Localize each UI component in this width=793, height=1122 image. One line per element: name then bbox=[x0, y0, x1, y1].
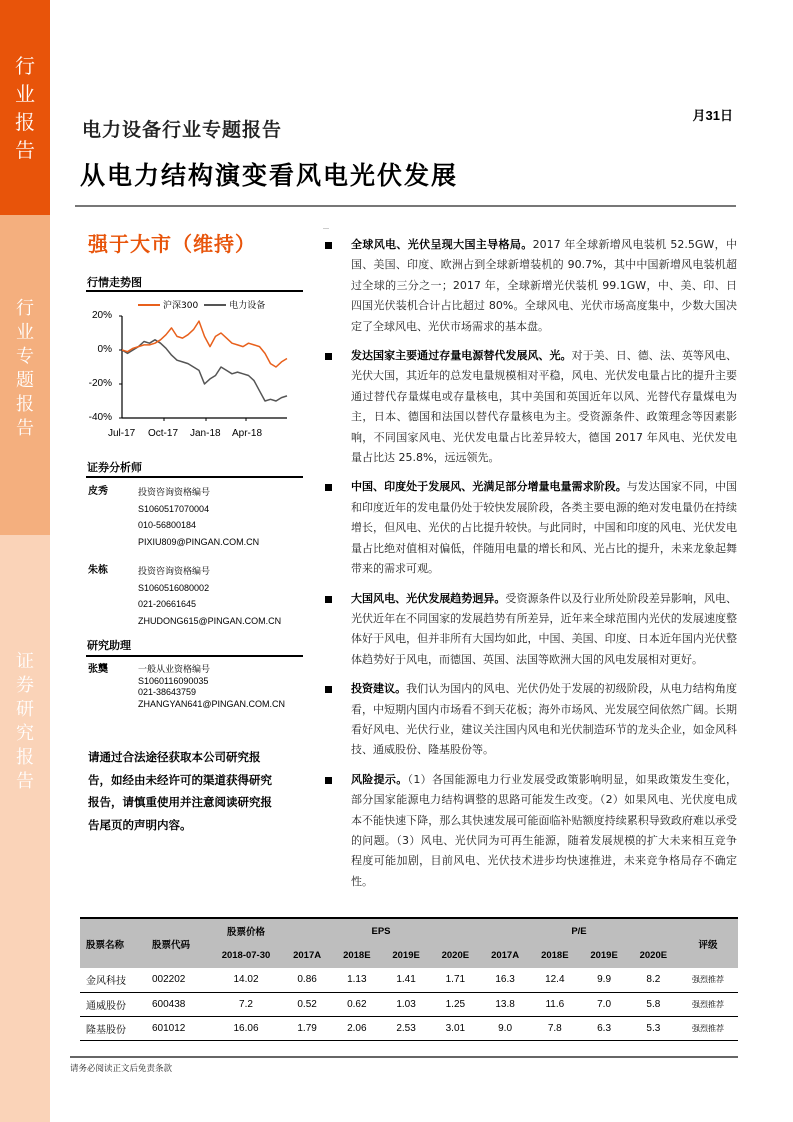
cell-pe: 7.8 bbox=[530, 1016, 579, 1040]
cell-eps: 2.53 bbox=[381, 1016, 430, 1040]
sidebar-block-securities-research bbox=[0, 535, 50, 1122]
col-header-pe-year: 2017A bbox=[480, 943, 530, 968]
email-link[interactable]: ZHUDONG615@PINGAN.COM.CN bbox=[138, 615, 282, 626]
assistants-heading: 研究助理 bbox=[87, 639, 131, 652]
y-tick: -40% bbox=[88, 412, 112, 423]
square-bullet-icon bbox=[325, 686, 332, 693]
cell-pe: 5.8 bbox=[629, 992, 678, 1016]
col-header-rating: 评级 bbox=[678, 918, 738, 968]
cell-eps: 3.01 bbox=[431, 1016, 480, 1040]
key-point-lead: 投资建议。 bbox=[351, 682, 407, 696]
cell-rating: 强烈推荐 bbox=[678, 968, 738, 992]
report-subtitle: 电力设备行业专题报告 bbox=[82, 119, 283, 141]
col-header-code: 股票代码 bbox=[148, 918, 210, 968]
key-point-lead: 发达国家主要通过存量电源替代发展风、光。 bbox=[351, 349, 572, 363]
col-header-eps-year: 2017A bbox=[282, 943, 332, 968]
analyst-info bbox=[138, 484, 259, 550]
cell-eps: 1.71 bbox=[431, 968, 480, 992]
table-row bbox=[80, 968, 738, 992]
key-point-lead: 中国、印度处于发展风、光满足部分增量电量需求阶段。 bbox=[351, 480, 627, 494]
phone: 021-20661645 bbox=[138, 599, 197, 609]
col-header-eps: EPS bbox=[282, 918, 480, 943]
table-row bbox=[80, 992, 738, 1016]
cell-pe: 8.2 bbox=[629, 968, 678, 992]
cell-pe: 16.3 bbox=[480, 968, 530, 992]
cell-pe: 9.0 bbox=[480, 1016, 530, 1040]
col-header-eps-year: 2018E bbox=[332, 943, 381, 968]
table-row bbox=[80, 1016, 738, 1040]
cell-code: 002202 bbox=[148, 968, 210, 992]
legend-swatch bbox=[204, 304, 226, 306]
cell-pe: 11.6 bbox=[530, 992, 579, 1016]
key-point bbox=[325, 589, 737, 671]
key-point bbox=[325, 679, 737, 761]
sidebar-block-industry-report bbox=[0, 0, 50, 215]
key-point-lead: 风险提示。 bbox=[351, 772, 408, 786]
col-header-price: 股票价格 bbox=[210, 918, 282, 943]
cell-eps: 1.41 bbox=[381, 968, 430, 992]
cell-name: 通威股份 bbox=[80, 992, 148, 1016]
cell-name: 金风科技 bbox=[80, 968, 148, 992]
email-link[interactable]: PIXIU809@PINGAN.COM.CN bbox=[138, 536, 260, 547]
cert-number: S1060516080002 bbox=[138, 582, 210, 593]
col-header-pe-year: 2020E bbox=[629, 943, 678, 968]
cell-eps: 1.03 bbox=[381, 992, 430, 1016]
phone: 021-38643759 bbox=[138, 687, 197, 697]
chart-legend bbox=[138, 298, 265, 311]
email-link[interactable]: ZHANGYAN641@PINGAN.COM.CN bbox=[138, 698, 285, 709]
cell-eps: 1.79 bbox=[282, 1016, 332, 1040]
analyst-name: 皮秀 bbox=[88, 486, 108, 497]
col-header-name: 股票名称 bbox=[80, 918, 148, 968]
assistant-info bbox=[138, 664, 285, 710]
market-trend-chart bbox=[80, 296, 300, 441]
col-header-eps-year: 2019E bbox=[381, 943, 430, 968]
cell-code: 601012 bbox=[148, 1016, 210, 1040]
cell-eps: 0.62 bbox=[332, 992, 381, 1016]
key-point-text: 与发达国家不同，中国和印度近年的发电量仍处于较快发展阶段，各类主要电源的绝对发电量仍在持续增长，但风电、光伏的占比提升较快。与此同时，中国和印度的风电、光伏发电量占比绝对值相对偏低，伴随用电量的增长和风、光占比的提升，未来龙象起舞带来的需求可观。 bbox=[351, 480, 737, 576]
phone: 010-56800184 bbox=[138, 520, 197, 530]
report-date: 月31日 bbox=[692, 108, 733, 123]
cell-eps: 1.13 bbox=[332, 968, 381, 992]
x-tick: Apr-18 bbox=[232, 428, 263, 439]
key-point bbox=[325, 477, 737, 579]
col-header-pe: P/E bbox=[480, 918, 678, 943]
cell-price: 7.2 bbox=[210, 992, 282, 1016]
stock-valuation-table bbox=[80, 917, 738, 1041]
y-tick: 0% bbox=[97, 344, 112, 355]
cert-number: S1060116090035 bbox=[138, 675, 209, 686]
cell-eps: 0.52 bbox=[282, 992, 332, 1016]
legend-item-hs300 bbox=[138, 298, 198, 311]
key-point-text: 受资源条件以及行业所处阶段差异影响，风电、光伏近年在不同国家的发展趋势有所差异，近年来全球范围内光伏的发展速度整体好于风电，但并非所有大国均如此，中国、美国、印度、日本近年国内光伏整体趋势好于风电，而德国、英国、法国等欧洲大国的风电发展相对更好。 bbox=[351, 591, 738, 666]
sidebar-label: 行业报告 bbox=[15, 54, 35, 162]
footer-disclaimer: 请务必阅读正文后免责条款 bbox=[70, 1064, 173, 1074]
col-header-price-date: 2018-07-30 bbox=[210, 943, 282, 968]
x-tick: Jul-17 bbox=[108, 428, 136, 439]
analysts-heading-rule bbox=[86, 476, 303, 478]
key-point-lead: 大国风电、光伏发展趋势迥异。 bbox=[351, 591, 506, 605]
chart-plot bbox=[80, 296, 300, 441]
cell-pe: 9.9 bbox=[579, 968, 628, 992]
col-header-pe-year: 2019E bbox=[579, 943, 628, 968]
square-bullet-icon bbox=[325, 484, 332, 491]
legend-item-power-equipment bbox=[204, 298, 265, 311]
assistant-name: 张龑 bbox=[88, 664, 108, 675]
legend-label: 电力设备 bbox=[229, 301, 266, 311]
analyst-info bbox=[138, 563, 281, 629]
x-tick: Oct-17 bbox=[148, 428, 179, 439]
cell-pe: 7.0 bbox=[579, 992, 628, 1016]
key-points-list bbox=[325, 235, 737, 892]
y-tick: -20% bbox=[88, 378, 112, 389]
title-divider bbox=[75, 205, 736, 207]
cert-label: 投资咨询资格编号 bbox=[138, 487, 211, 497]
divider-mark bbox=[323, 228, 329, 229]
key-point bbox=[325, 770, 737, 892]
cell-code: 600438 bbox=[148, 992, 210, 1016]
col-header-eps-year: 2020E bbox=[431, 943, 480, 968]
cert-label: 投资咨询资格编号 bbox=[138, 566, 211, 576]
legend-swatch bbox=[138, 304, 160, 306]
cell-rating: 强烈推荐 bbox=[678, 992, 738, 1016]
cert-number: S1060517070004 bbox=[138, 503, 210, 514]
cell-pe: 13.8 bbox=[480, 992, 530, 1016]
cell-eps: 1.25 bbox=[431, 992, 480, 1016]
sidebar-label: 行业专题报告 bbox=[16, 298, 34, 439]
cert-label: 一般从业资格编号 bbox=[138, 664, 211, 674]
cell-name: 隆基股份 bbox=[80, 1016, 148, 1040]
key-point-lead: 全球风电、光伏呈现大国主导格局。 bbox=[351, 238, 533, 251]
analyst-name: 朱栋 bbox=[88, 565, 108, 576]
key-point-text: 对于美、日、德、法、英等风电、光伏大国，其近年的总发电量规模相对平稳，风电、光伏发电量占比的提升主要通过替代存量煤电或存量核电，其中美国和英国近年以风、光替代存量煤电为主，日本、德国和法国以替代存量核电为主。受资源条件、政策理念等因素影响，不同国家风电、光伏发电量占比差异较大，德国 2017 年风电、光伏发电量占比达 25.8%，远远领先。 bbox=[351, 349, 738, 465]
footer-divider bbox=[70, 1056, 738, 1058]
cell-rating: 强烈推荐 bbox=[678, 1016, 738, 1040]
cell-pe: 5.3 bbox=[629, 1016, 678, 1040]
chart-heading-rule bbox=[86, 290, 303, 292]
col-header-pe-year: 2018E bbox=[530, 943, 579, 968]
y-tick: 20% bbox=[91, 310, 112, 321]
cell-pe: 6.3 bbox=[579, 1016, 628, 1040]
square-bullet-icon bbox=[325, 596, 332, 603]
cell-price: 14.02 bbox=[210, 968, 282, 992]
key-point bbox=[325, 235, 737, 337]
square-bullet-icon bbox=[325, 353, 332, 360]
legal-warning: 请通过合法途径获取本公司研究报告，如经由未经许可的渠道获得研究报告，请慎重使用并注意阅读研究报告尾页的声明内容。 bbox=[88, 750, 272, 832]
sidebar-block-special-report bbox=[0, 215, 50, 535]
cell-eps: 2.06 bbox=[332, 1016, 381, 1040]
x-tick: Jan-18 bbox=[190, 428, 221, 439]
cell-pe: 12.4 bbox=[530, 968, 579, 992]
key-point-text: （1）各国能源电力行业发展受政策影响明显，如果政策发生变化，部分国家能源电力结构调整的思路可能发生改变。（2）如果风电、光伏度电成本不能快速下降，那么其快速发展可能面临补贴额度持续累积导致政府难以承受的问题。（3）风电、光伏同为可再生能源，随着发展规模的扩大未来相互竞争程度可能加剧，目前风电、光伏技术进步均快速推进，未来竞争格局存不确定性。 bbox=[351, 772, 737, 888]
report-title: 从电力结构演变看风电光伏发展 bbox=[80, 161, 459, 190]
square-bullet-icon bbox=[325, 242, 332, 249]
sidebar bbox=[0, 0, 50, 1122]
assistants-heading-rule bbox=[86, 655, 303, 657]
legend-label: 沪深300 bbox=[163, 301, 199, 311]
cell-eps: 0.86 bbox=[282, 968, 332, 992]
cell-price: 16.06 bbox=[210, 1016, 282, 1040]
sidebar-label: 证券研究报告 bbox=[16, 651, 34, 792]
key-point-text: 2017 年全球新增风电装机 52.5GW，中国、美国、印度、欧洲占到全球新增装机的 90.7%，其中中国新增风电装机超过全球的三分之一；2017 年，全球新增光伏装机 99.1GW，中、美、印、日四国光伏装机合计占比超过 80%。全球风电、光伏市场高度集中，少数大国决定了全球风电、光伏市场需求的基本盘。 bbox=[351, 238, 737, 333]
key-point-text: 我们认为国内的风电、光伏仍处于发展的初级阶段，从电力结构角度看，中短期内国内市场看不到天花板；海外市场风、光发展空间依然广阔。长期看好风电、光伏行业，建议关注国内风电和光伏制造环节的龙头企业，如金风科技、通威股份、隆基股份等。 bbox=[351, 682, 738, 757]
analysts-heading: 证券分析师 bbox=[87, 461, 142, 474]
chart-heading: 行情走势图 bbox=[87, 276, 142, 289]
square-bullet-icon bbox=[325, 777, 332, 784]
rating-label: 强于大市（维持） bbox=[88, 232, 256, 256]
key-point bbox=[325, 346, 737, 468]
